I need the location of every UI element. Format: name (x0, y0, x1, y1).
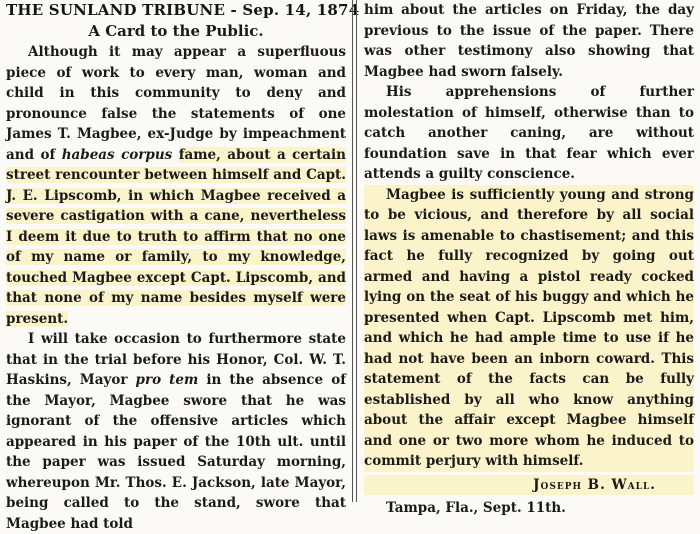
right-column (364, 0, 694, 516)
left-paragraph-1 (6, 42, 346, 329)
left-paragraph-2-text-b: in the absence of the Mayor, Magbee swore that he was ignorant of the offensive articles which appeared in his paper of the 10th ult. until the paper was issued Saturday morning, whereupon Mr. Thos. E. Jackson, late Mayor, being called to the stand, swore that Magbee had told (6, 372, 347, 532)
left-paragraph-2-italic: pro tem (135, 372, 199, 388)
column-divider (352, 0, 357, 502)
left-paragraph-2 (6, 329, 346, 534)
left-paragraph-2-text-a: I will take occasion to furthermore state that in the trial before his Honor, Col. W. T. Haskins, Mayor (6, 331, 346, 388)
right-paragraph-3: Magbee is sufficiently young and strong to be vicious, and therefore by all social laws is amenable to chastisement; and this fact he fully recognized by going out armed and having a pistol ready cocked lying on the seat of his buggy and which he presented when Capt. Lipscomb met him, and which he had ample time to use if he had not have been an inborn coward. This statement of the facts can be fully established by all who know anything about the affair except Magbee himself and one or two more whom he induced to commit perjury with himself. (364, 185, 694, 472)
left-paragraph-1-text: Although it may appear a superfluous piece of work to every man, woman and child in this community to deny and pronounce false the statements of one James T. Magbee, ex-Judge by impeachment and of (6, 44, 346, 163)
left-column (6, 21, 347, 532)
left-paragraph-1-rest: fame, about a certain street rencounter between himself and Capt. J. E. Lipscomb, in which Magbee received a severe castigation with a cane, nevertheless I deem it due to truth to affirm that no one of my name or family, to my knowledge, touched Magbee except Capt. Lipscomb, and that none of my name besides myself were present. (6, 146, 346, 327)
right-paragraph-2: His apprehensions of further molestation of himself, otherwise than to catch another caning, are without foundation save in that fear which ever attends a guilty conscience. (364, 84, 694, 182)
left-paragraph-1-italic: habeas corpus (61, 146, 173, 163)
right-paragraph-1: him about the articles on Friday, the day previous to the issue of the paper. There was other testimony also showing that Magbee had sworn falsely. (364, 2, 694, 80)
masthead: THE SUNLAND TRIBUNE - Sep. 14, 1874 (6, 1, 360, 19)
signature: Joseph B. Wall. (364, 475, 694, 496)
article-heading: A Card to the Public. (88, 22, 264, 40)
dateline: Tampa, Fla., Sept. 11th. (386, 500, 566, 516)
